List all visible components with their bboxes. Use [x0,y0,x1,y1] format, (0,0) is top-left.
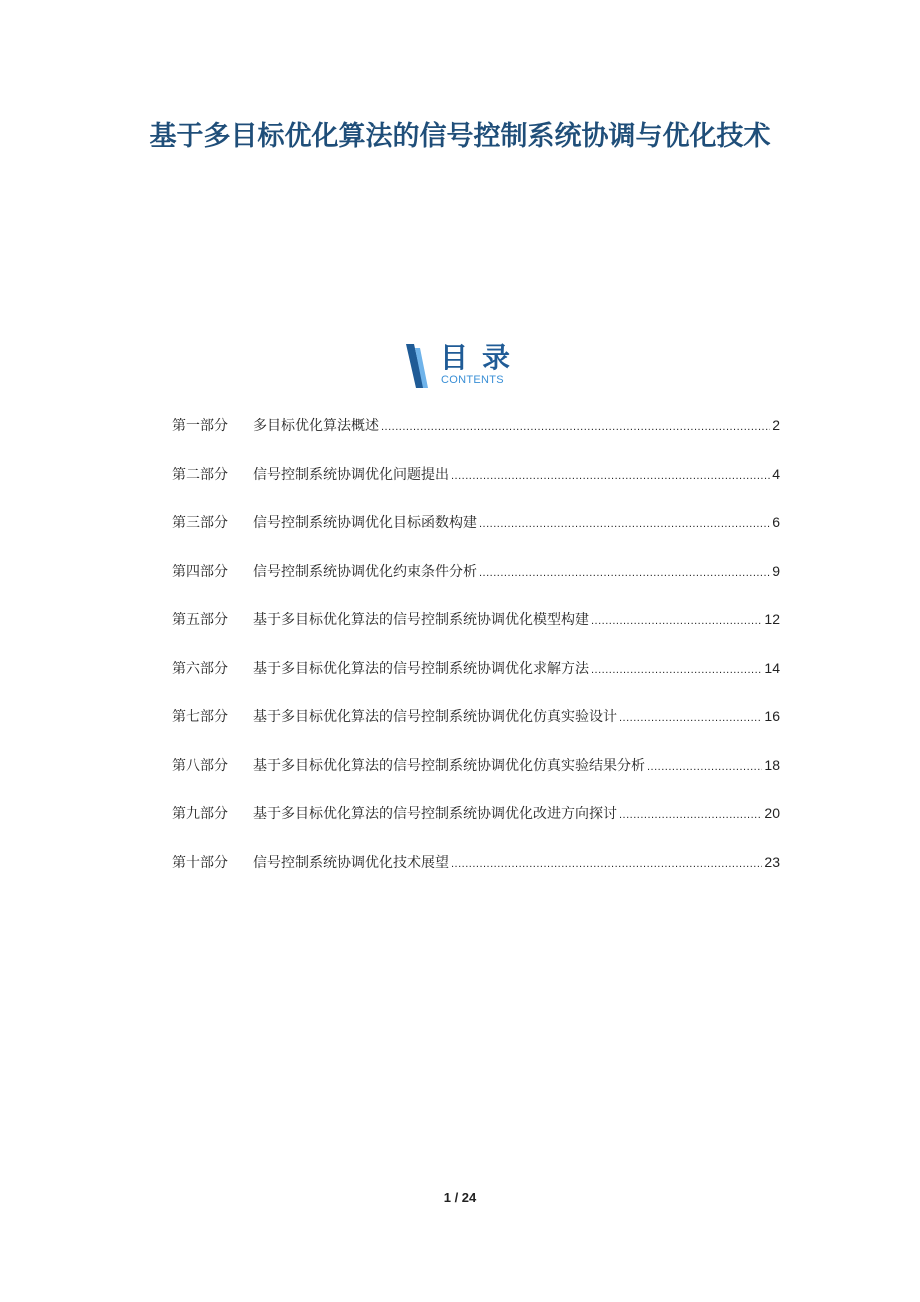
page-number: 1 / 24 [443,1190,477,1205]
contents-logo-icon [406,344,428,388]
toc-entry-leader [479,557,770,589]
toc-entry-part: 第八部分 [172,757,228,774]
toc-entry-page: 14 [764,659,780,676]
toc-header [400,340,540,390]
toc-entry-page: 20 [764,805,780,821]
document-title: 基于多目标优化算法的信号控制系统协调与优化技术 [149,121,771,152]
toc-entry-leader [381,411,770,443]
toc-entry-leader [451,848,762,880]
toc-entry-title: 信号控制系统协调优化问题提出 [253,466,449,483]
toc-entry-part: 第十部分 [172,854,228,871]
toc-entry-leader [647,751,762,783]
toc-entry-leader [451,460,770,492]
toc-entry-leader [619,702,762,734]
toc-entry-5[interactable] [172,603,780,652]
toc-entry-part: 第四部分 [172,563,228,580]
toc-entry-title: 基于多目标优化算法的信号控制系统协调优化仿真实验设计 [253,709,617,725]
toc-entry-page: 4 [772,465,780,482]
toc-heading: 目录 [440,341,525,374]
toc-entry-part: 第九部分 [172,806,228,822]
toc-entry-3[interactable] [172,506,780,555]
toc-entry-leader [591,654,762,686]
toc-entry-title: 基于多目标优化算法的信号控制系统协调优化模型构建 [253,612,589,628]
toc-entry-part: 第二部分 [172,466,228,483]
toc-entry-leader [619,799,762,831]
toc-entry-page: 6 [772,514,780,530]
toc-entry-title: 基于多目标优化算法的信号控制系统协调优化求解方法 [253,660,589,677]
toc-entry-title: 基于多目标优化算法的信号控制系统协调优化仿真实验结果分析 [253,757,645,774]
toc-entry-part: 第七部分 [172,709,228,725]
toc-entry-part: 第三部分 [172,515,228,531]
toc-entry-title: 多目标优化算法概述 [253,418,379,434]
toc-entry-page: 16 [764,708,780,724]
toc-entry-part: 第一部分 [172,418,228,434]
toc-entry-title: 信号控制系统协调优化约束条件分析 [253,563,477,580]
toc-entry-leader [479,508,770,540]
toc-entry-6[interactable] [172,652,780,701]
toc-entry-1[interactable] [172,409,780,458]
toc-entry-page: 12 [764,611,780,627]
toc-entry-page: 9 [772,562,780,579]
toc-entry-4[interactable] [172,555,780,604]
toc-entry-page: 23 [764,853,780,870]
toc-entry-title: 信号控制系统协调优化目标函数构建 [253,515,477,531]
toc-entry-page: 18 [764,756,780,773]
toc-entry-leader [591,605,762,637]
toc-heading-en: CONTENTS [441,374,504,386]
toc-entry-part: 第五部分 [172,612,228,628]
toc-list [172,409,780,894]
toc-entry-part: 第六部分 [172,660,228,677]
toc-entry-10[interactable] [172,846,780,895]
toc-entry-2[interactable] [172,458,780,507]
toc-entry-7[interactable] [172,700,780,749]
toc-entry-9[interactable] [172,797,780,846]
toc-entry-title: 信号控制系统协调优化技术展望 [253,854,449,871]
toc-entry-title: 基于多目标优化算法的信号控制系统协调优化改进方向探讨 [253,806,617,822]
toc-entry-8[interactable] [172,749,780,798]
toc-entry-page: 2 [772,417,780,433]
